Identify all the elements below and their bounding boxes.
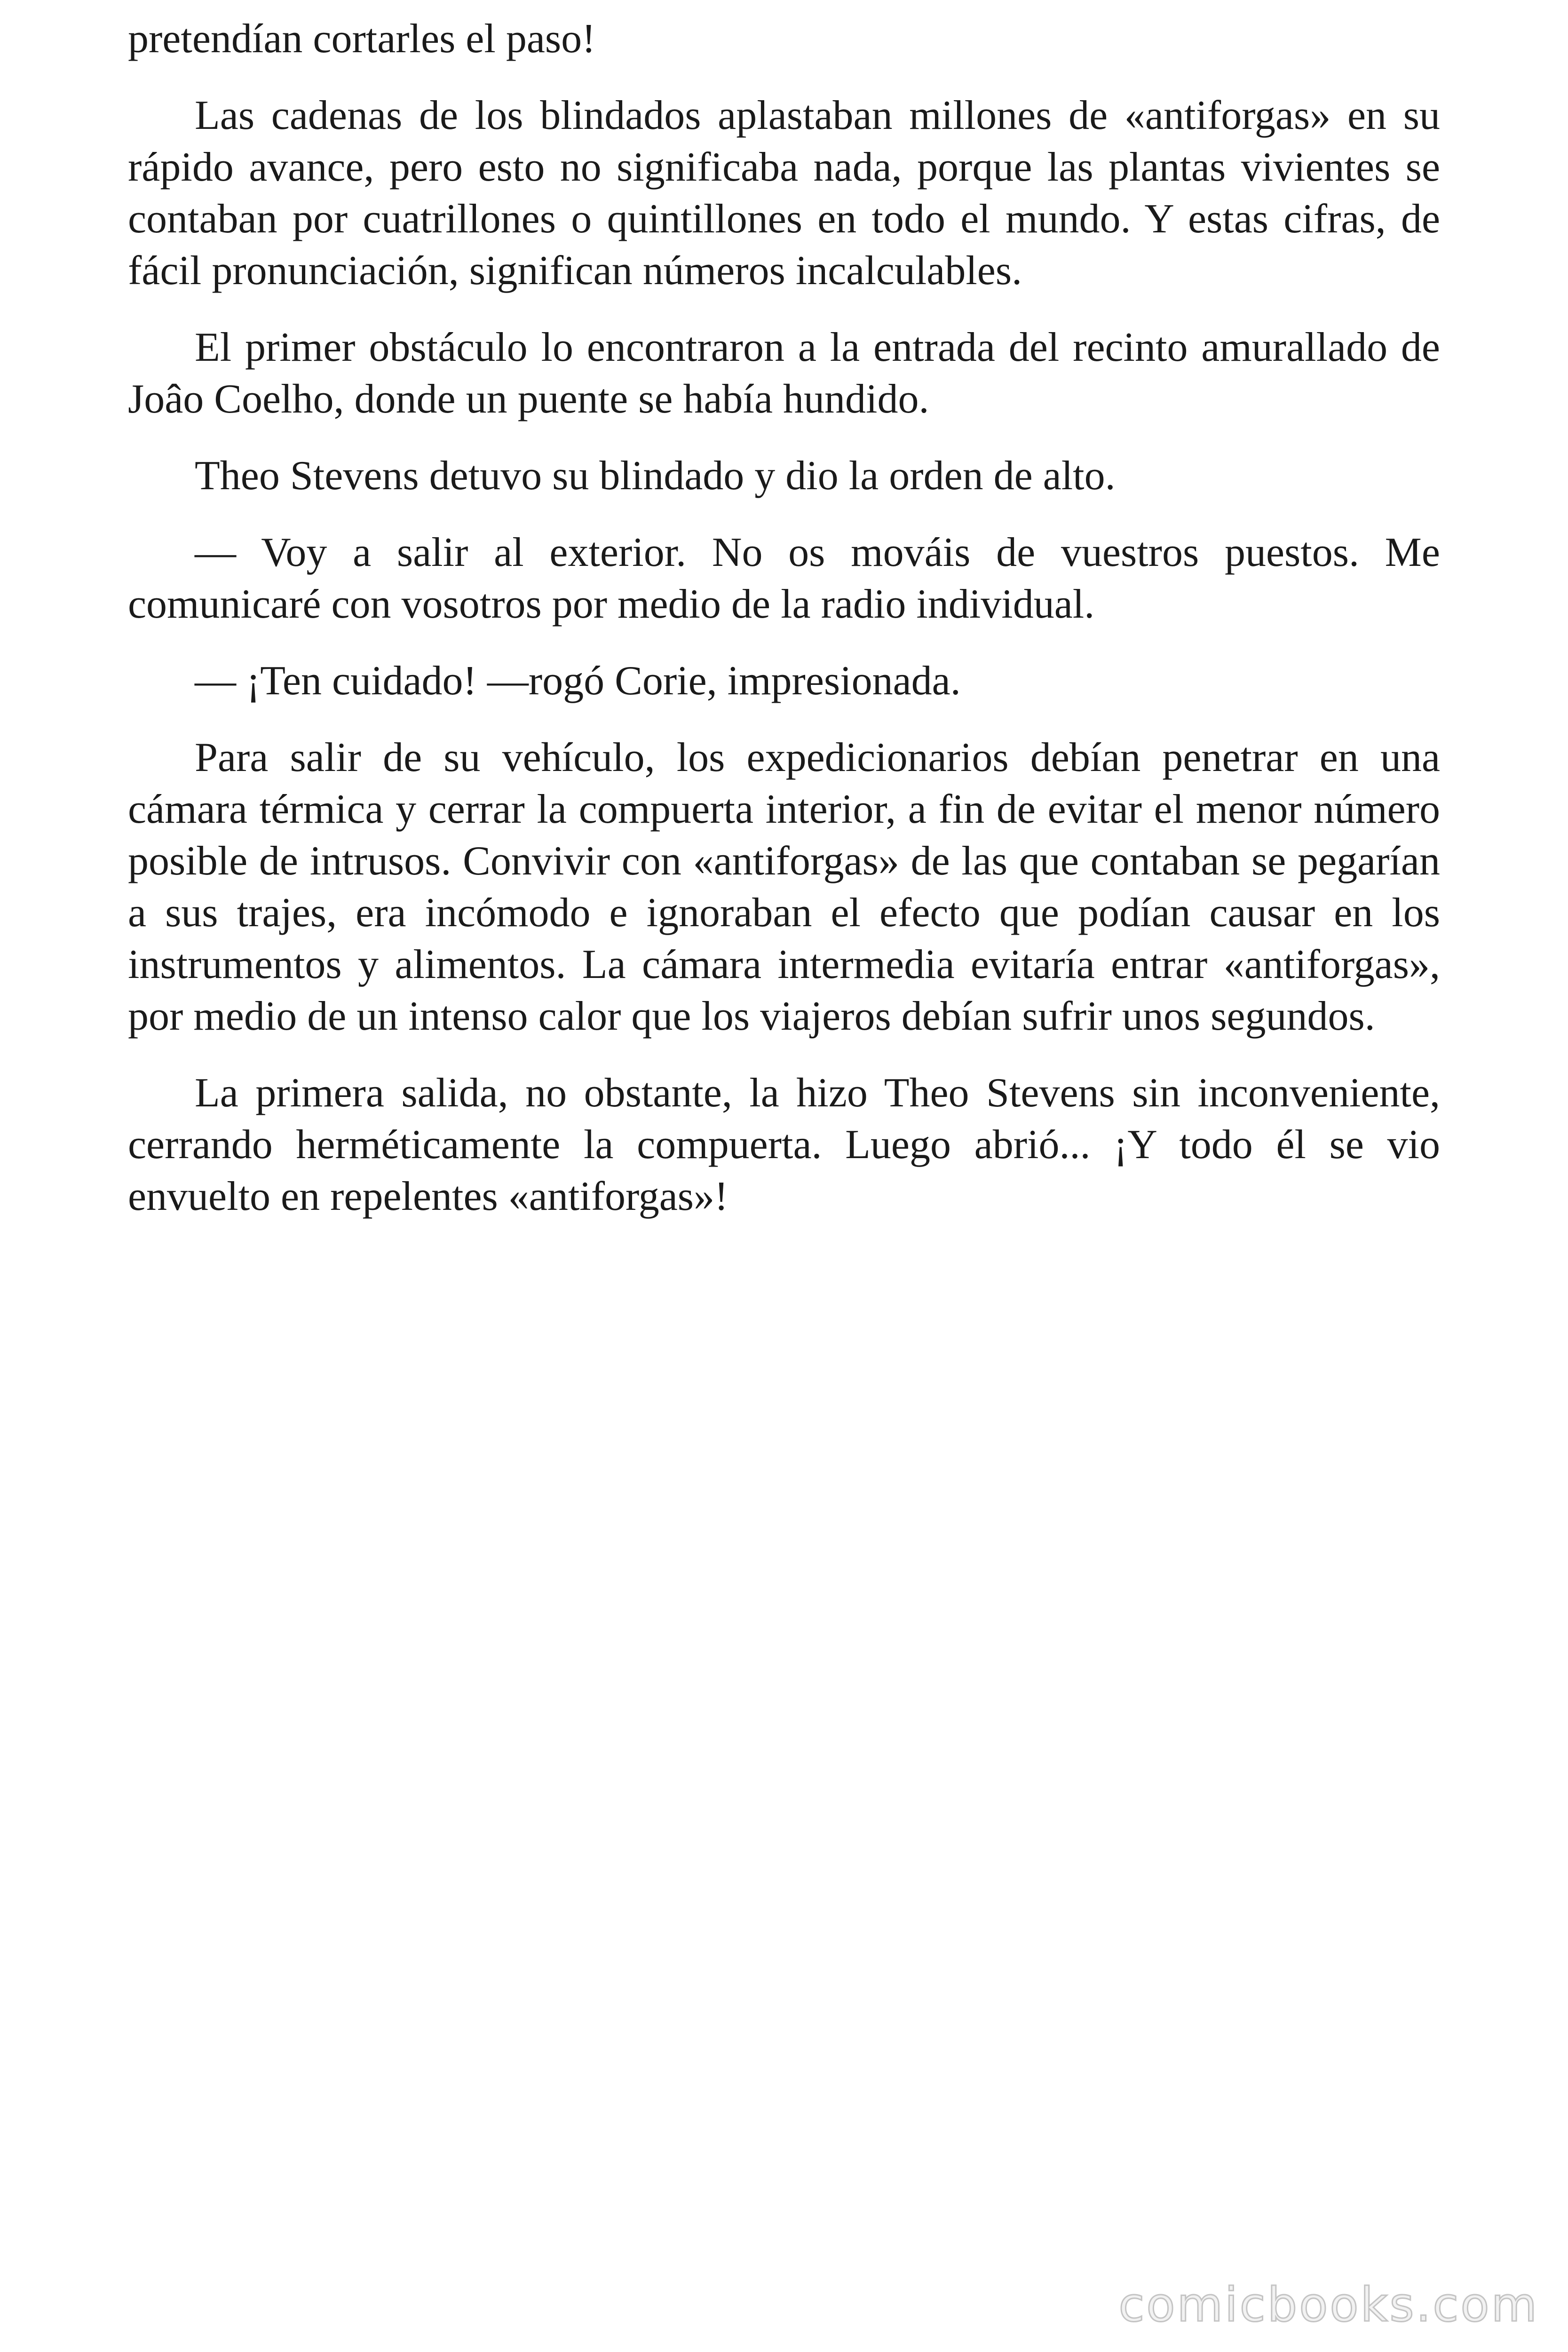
paragraph-2: Las cadenas de los blindados aplastaban millones de «antiforgas» en su rápido avance, pero esto no significaba nada, porque las plantas vivientes se contaban por cuatrillones o quintillones en todo el mundo. Y estas cifras, de fácil pronunciación, significan números incalculables.: [128, 93, 1440, 294]
paragraph-3: El primer obstáculo lo encontraron a la entrada del recinto amurallado de Joâo Coelho, donde un puente se había hundido.: [128, 325, 1440, 422]
paragraph-8: La primera salida, no obstante, la hizo Theo Stevens sin inconveniente, cerrando herméticamente la compuerta. Luego abrió... ¡Y todo él se vio envuelto en repelentes «antiforgas»!: [128, 1070, 1440, 1219]
paragraph-1: pretendían cortarles el paso!: [128, 16, 596, 62]
paragraph-4: Theo Stevens detuvo su blindado y dio la orden de alto.: [195, 453, 1116, 499]
document-page: [128, 13, 1440, 1248]
watermark-logo: comicbooks.com: [1118, 2277, 1539, 2332]
paragraph-7: Para salir de su vehículo, los expedicionarios debían penetrar en una cámara térmica y cerrar la compuerta interior, a fin de evitar el menor número posible de intrusos. Convivir con «antiforgas» de las que contaban se pegarían a sus trajes, era incómodo e ignoraban el efecto que podían causar en los instrumentos y alimentos. La cámara intermedia evitaría entrar «antiforgas», por medio de un intenso calor que los viajeros debían sufrir unos segundos.: [128, 735, 1440, 1039]
paragraph-5: — Voy a salir al exterior. No os mováis de vuestros puestos. Me comunicaré con vosotros por medio de la radio individual.: [128, 530, 1440, 627]
paragraph-6: — ¡Ten cuidado! —rogó Corie, impresionada.: [195, 658, 961, 704]
